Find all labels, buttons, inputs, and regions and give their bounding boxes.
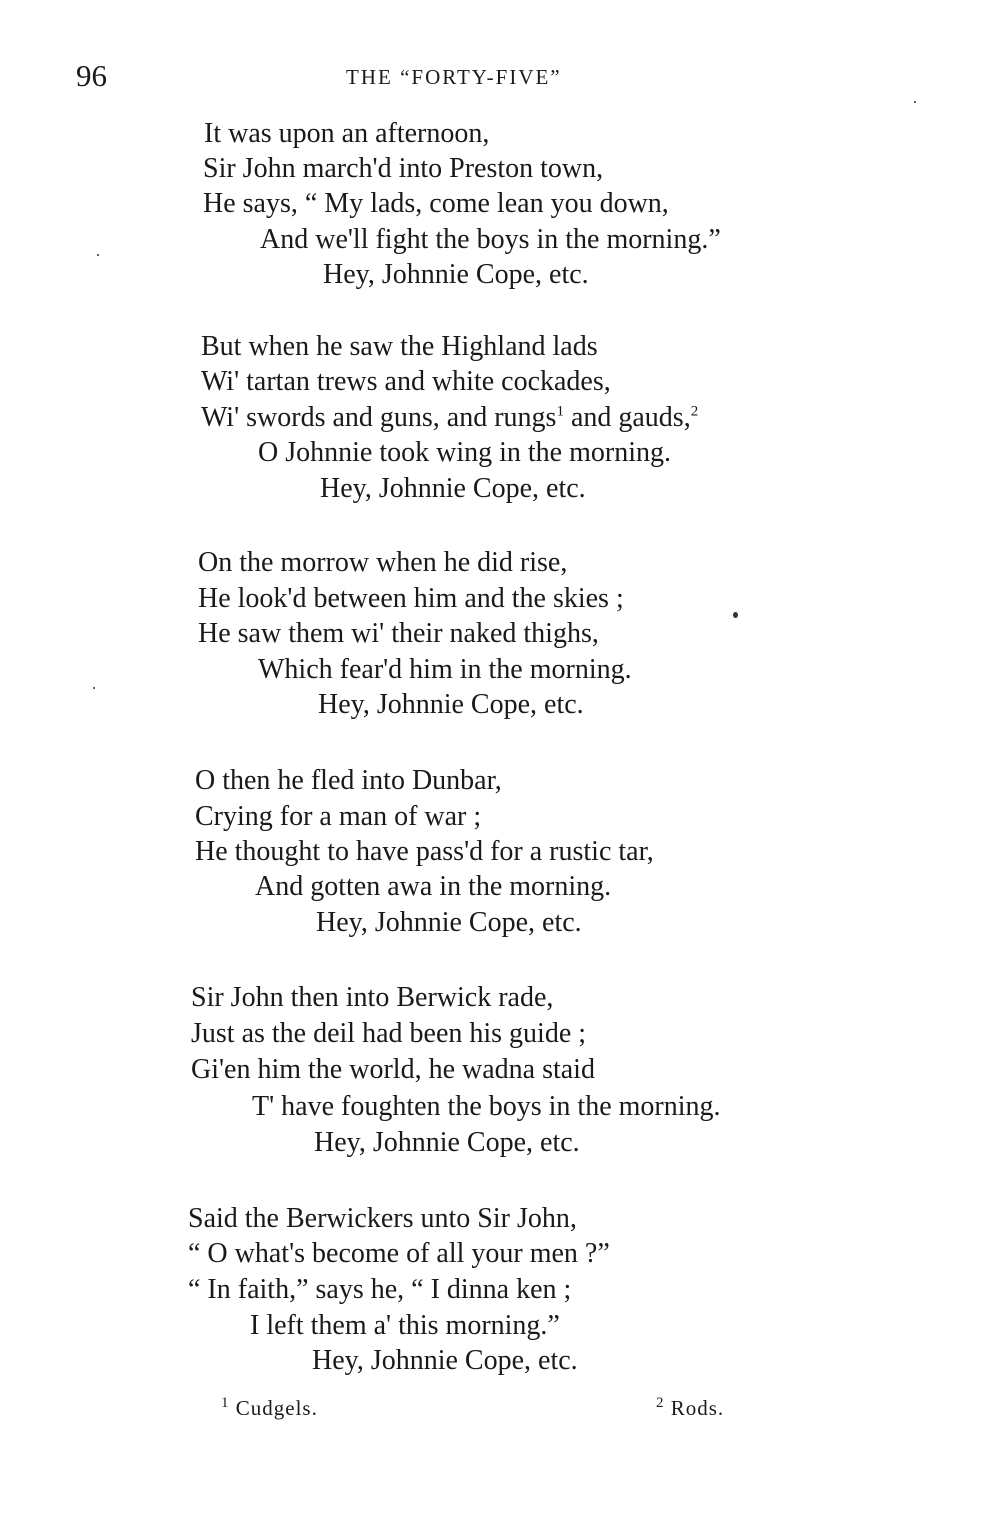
verse-line: Which fear'd him in the morning. xyxy=(258,654,632,685)
refrain-line: Hey, Johnnie Cope, etc. xyxy=(316,907,582,938)
verse-line: Sir John march'd into Preston town, xyxy=(203,153,604,184)
verse-line: I left them a' this morning.” xyxy=(250,1310,560,1341)
refrain-line: Hey, Johnnie Cope, etc. xyxy=(323,259,589,290)
verse-line: And we'll fight the boys in the morning.” xyxy=(260,224,721,255)
footnote-ref: 1 xyxy=(556,403,564,420)
print-speck xyxy=(97,254,99,256)
verse-line: O Johnnie took wing in the morning. xyxy=(258,437,671,468)
footnote-marker: 1 xyxy=(221,1395,230,1411)
verse-line: It was upon an afternoon, xyxy=(204,118,490,149)
refrain-line: Hey, Johnnie Cope, etc. xyxy=(312,1345,578,1376)
verse-line xyxy=(201,401,698,435)
verse-line: But when he saw the Highland lads xyxy=(201,331,598,362)
print-speck xyxy=(93,687,95,689)
verse-line-text: Wi' swords and guns, and rungs xyxy=(201,402,557,433)
print-speck xyxy=(733,612,738,618)
footnote-text: Rods. xyxy=(670,1396,725,1420)
verse-line-text: and gauds, xyxy=(563,402,691,433)
verse-line: T' have foughten the boys in the morning. xyxy=(252,1091,721,1122)
verse-line: Said the Berwickers unto Sir John, xyxy=(188,1203,577,1234)
page-number: 96 xyxy=(76,58,107,93)
verse-line: Sir John then into Berwick rade, xyxy=(191,982,554,1013)
verse-line: Crying for a man of war ; xyxy=(195,801,482,832)
footnote-ref: 2 xyxy=(690,403,699,420)
verse-line: He saw them wi' their naked thighs, xyxy=(198,618,599,649)
footnote-marker: 2 xyxy=(656,1395,665,1411)
verse-line: “ In faith,” says he, “ I dinna ken ; xyxy=(188,1274,572,1305)
verse-line: He says, “ My lads, come lean you down, xyxy=(203,188,669,219)
footnote-text: Cudgels. xyxy=(235,1396,318,1420)
footnote xyxy=(656,1395,724,1421)
verse-line: He look'd between him and the skies ; xyxy=(198,583,624,614)
verse-line: On the morrow when he did rise, xyxy=(198,547,568,578)
verse-line: O then he fled into Dunbar, xyxy=(195,765,502,796)
print-speck xyxy=(914,101,916,103)
verse-line: He thought to have pass'd for a rustic tar, xyxy=(195,836,654,867)
verse-line: Just as the deil had been his guide ; xyxy=(191,1018,587,1049)
refrain-line: Hey, Johnnie Cope, etc. xyxy=(318,689,584,720)
refrain-line: Hey, Johnnie Cope, etc. xyxy=(314,1127,580,1158)
running-head: THE “FORTY-FIVE” xyxy=(346,65,562,89)
verse-line: And gotten awa in the morning. xyxy=(255,871,612,902)
verse-line: “ O what's become of all your men ?” xyxy=(188,1238,610,1269)
footnote xyxy=(221,1395,318,1421)
verse-line: Wi' tartan trews and white cockades, xyxy=(201,366,611,397)
verse-line: Gi'en him the world, he wadna staid xyxy=(191,1054,595,1085)
refrain-line: Hey, Johnnie Cope, etc. xyxy=(320,473,586,504)
